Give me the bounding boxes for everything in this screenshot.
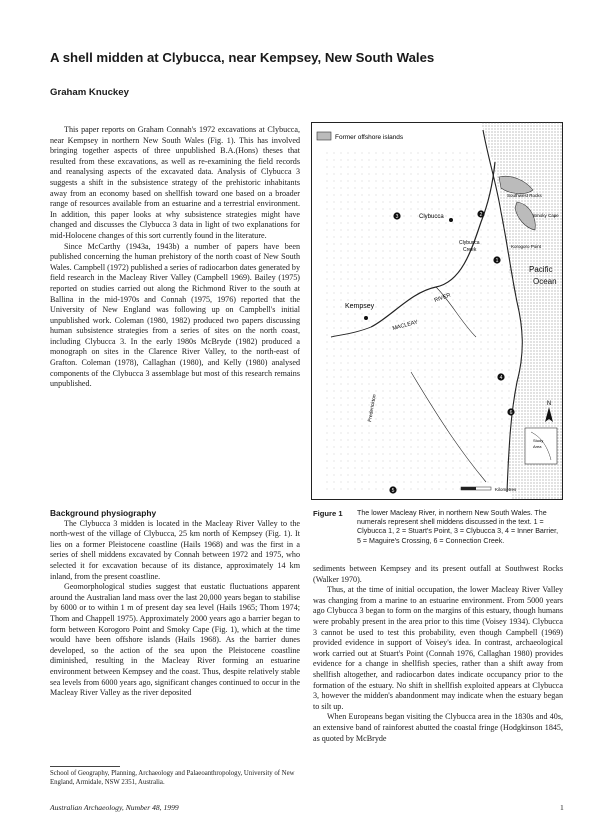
creek-label-1: Clybucca	[459, 240, 480, 246]
clybucca-label: Clybucca	[419, 214, 444, 220]
north-label: N	[546, 401, 552, 407]
paper-title: A shell midden at Clybucca, near Kempsey, New South Wales	[50, 50, 435, 65]
background-section	[50, 508, 300, 699]
figure-1-map	[311, 122, 563, 500]
inset-label-1: Study	[533, 438, 544, 443]
place-label-3: Korogoro Point	[511, 244, 542, 249]
map-legend-label: Former offshore islands	[335, 134, 404, 141]
scale-label: Kilometres	[495, 487, 517, 492]
right-paragraph-3: When Europeans began visiting the Clybucca area in the 1830s and 40s, an extensive band of rainforest abutted the coastal fringe (Hodgkinson 1845, as quoted by McBryde	[313, 712, 563, 743]
place-label-2: Smoky Cape	[533, 213, 559, 218]
author-affiliation: School of Geography, Planning, Archaeology and Palaeoanthropology, University of New England, Armidale, NSW 2351, Australia.	[50, 770, 295, 786]
figure-label: Figure 1	[313, 509, 343, 518]
figure-caption: The lower Macleay River, in northern New South Wales. The numerals represent shell middens discussed in the text. 1 = Clybucca 1, 2 = Stuart's Point, 3 = Clybucca 3, 4 = Inner Barrier, 5 = Maguire's Crossing, 6 = Connection Creek.	[357, 509, 559, 545]
site-5-number: 5	[391, 488, 395, 494]
kempsey-label: Kempsey	[345, 303, 375, 310]
footnote-rule	[50, 766, 120, 767]
right-column	[313, 564, 563, 744]
background-heading: Background physiography	[50, 508, 157, 518]
right-paragraph-1: sediments between Kempsey and its present outfall at Southwest Rocks (Walker 1970).	[313, 564, 563, 584]
ocean-label-1: Pacific	[529, 265, 553, 274]
paper-author: Graham Knuckey	[50, 87, 129, 98]
place-label-1: Southwest Rocks	[507, 193, 542, 198]
plain-label: Frederickton	[367, 393, 378, 423]
scale-bar-fill	[461, 487, 476, 490]
intro-paragraph-1: This paper reports on Graham Connah's 1972 excavations at Clybucca, near Kempsey in northern New South Wales (Fig. 1). This has involved bringing together aspects of three unpublished B.A.(Hons) theses that resulted from these excavations, as well as re-examining the field records and reanalysing aspects of the excavated data. Analysis of Clybucca 3 suggests a shift in the subsistence strategy of the prehistoric inhabitants away from an economy based on shellfish toward one based on a broader range of resources available from an estuarine and a terrestrial environment. In addition, this paper looks at why subsistence strategies might have changed and discusses the Clybucca 3 data in light of two explanations for mid-Holocene changes of this sort currently found in the literature.	[50, 125, 300, 240]
river-label: MACLEAY	[391, 319, 419, 332]
intro-paragraph-2: Since McCarthy (1943a, 1943b) a number of papers have been published concerning the human prehistory of the north coast of New South Wales. Campbell (1972) published a series of radiocarbon dates generated by field research in the Macleay River Valley (Campbell 1969). Bailey (1975) reported on studies carried out along the Richmond River to the south at Ballina in the mid-1970s and Connah (1975, 1976) reported that the University of New England was following up on Campbell's initial unpublished work. Coleman (1980, 1982) produced two papers discussing human subsistence strategies from a series of sites on the north coast, including Clybucca 3. In the early 1980s McBryde (1982) produced a monograph on sites in the Clarence River Valley, to the north-east of Grafton. Coleman (1978), Callaghan (1980), and Kelly (1980) analysed components of the Clybucca 3 assemblage but most of this research remains unpublished.	[50, 241, 300, 389]
legend-swatch	[317, 132, 331, 140]
page-number: 1	[560, 803, 564, 812]
site-4-number: 4	[499, 375, 503, 381]
site-3-number: 3	[395, 214, 399, 220]
site-1-number: 1	[495, 258, 499, 264]
inset-label-2: Area	[533, 444, 542, 449]
river-label-2: RIVER	[433, 292, 452, 304]
background-paragraph-1: The Clybucca 3 midden is located in the Macleay River Valley to the north-west of the village of Clybucca, 25 km north of Kempsey (Fig. 1). It lies on a former Pleistocene coastline (Hails 1968) and was the first in a series of shell middens excavated by Connah between 1972 and 1975, who selected it for excavation because of its distance, approximately 14 km inland, from the present coastline.	[50, 518, 300, 581]
land-area	[321, 152, 519, 492]
site-2-number: 2	[479, 212, 483, 218]
site-6-number: 6	[509, 410, 513, 416]
ocean-label-2: Ocean	[533, 277, 557, 286]
intro-column	[50, 125, 300, 390]
clybucca-marker	[449, 218, 453, 222]
background-paragraph-2: Geomorphological studies suggest that eustatic fluctuations apparent around the Australian land mass over the last 20,000 years began to stabilise by 6000 or to within 1 m of present day sea level (Hails 1965; Thom 1974; Thom and Chappell 1975). Approximately 2000 years ago a barrier began to form between Korogoro Point and Smoky Cape (Fig. 1), which at the time would have been offshore islands (Hails 1968). As the barrier dunes developed, so the action of the sea upon the Pleistocene coastline diminished, resulting in the Macleay River forming an estuarine environment between Kempsey and the coast. Thus, despite relatively stable sea levels from 6000 years ago, significant changes continued to occur in the Macleay River Valley as the river deposited	[50, 582, 300, 698]
creek-label-2: Creek	[463, 247, 477, 253]
right-paragraph-2: Thus, at the time of initial occupation, the lower Macleay River Valley was changing from a marine to an estuarine environment. From 5000 years ago Clybucca 3 began to form on the margins of this estuary, though humans were probably present in the area prior to this time (Voisey 1934). Clybucca 3 cannot be used to test this probability, even though Campbell (1969) provided evidence in support of Voisey's idea. In contrast, archaeological work carried out at Stuart's Point (Connah 1976, Callaghan 1980) provides evidence for a change in shellfish species, rather than a shift away from shellfish altogether, and radiocarbon dates indicate occupancy prior to the formation of the estuary. No shift in shellfish exploited appears at Clybucca 3, however the midden's abandonment may indicate when the estuary began to silt up.	[313, 585, 563, 711]
kempsey-marker	[364, 316, 368, 320]
journal-footer: Australian Archaeology, Number 48, 1999	[50, 803, 179, 812]
